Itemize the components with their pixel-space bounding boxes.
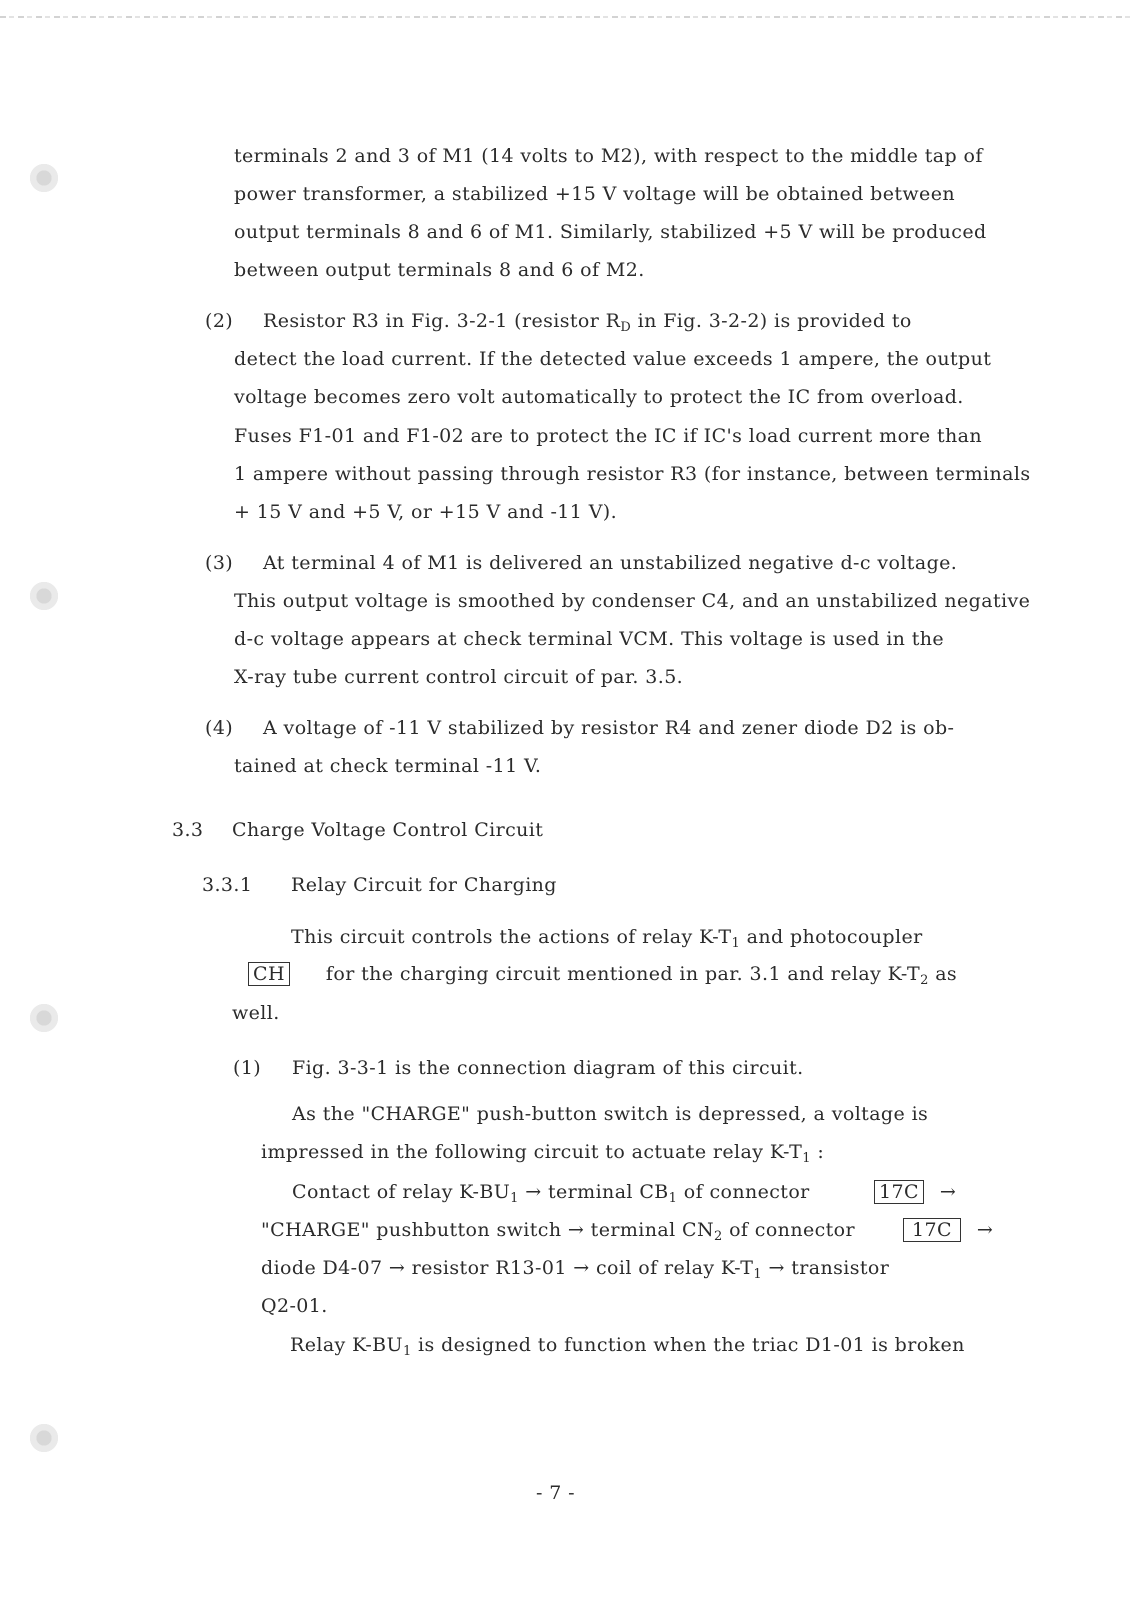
body-line (261, 1140, 824, 1164)
body-line: output terminals 8 and 6 of M1. Similarly, stabilized +5 V will be produced (234, 221, 987, 243)
text-fragment: of connector (722, 1219, 856, 1241)
body-line: terminals 2 and 3 of M1 (14 volts to M2), with respect to the middle tap of (234, 145, 983, 167)
item-number: (1) (233, 1057, 262, 1079)
body-line: power transformer, a stabilized +15 V voltage will be obtained between (234, 183, 955, 205)
item-number: (2) (205, 310, 234, 332)
text-fragment: diode D4-07 → resistor R13-01 → coil of relay K-T (261, 1257, 754, 1279)
body-line: d-c voltage appears at check terminal VCM. This voltage is used in the (234, 628, 945, 650)
text-fragment: in Fig. 3-2-2) is provided to (631, 310, 912, 332)
body-line: detect the load current. If the detected value exceeds 1 ampere, the output (234, 348, 992, 370)
subscript: 1 (402, 1344, 412, 1359)
punch-hole-3 (26, 1000, 62, 1036)
text-fragment: is designed to function when the triac D1-01 is broken (411, 1334, 965, 1356)
subscript: 1 (668, 1191, 678, 1206)
body-line (263, 309, 912, 333)
circuit-path-line (261, 1256, 889, 1280)
body-line (291, 925, 923, 949)
connector-label-box: 17C (874, 1180, 924, 1204)
text-fragment: → terminal CB (518, 1181, 669, 1203)
subscript: 1 (510, 1191, 519, 1206)
body-line (290, 1333, 965, 1357)
text-fragment: This circuit controls the actions of relay K-T (291, 926, 732, 948)
body-line: A voltage of -11 V stabilized by resistor R4 and zener diode D2 is ob- (263, 717, 955, 739)
text-fragment: Relay K-BU (290, 1334, 403, 1356)
section-number: 3.3 (172, 819, 204, 841)
page-number: - 7 - (536, 1482, 576, 1504)
body-line (248, 962, 957, 986)
subsection-number: 3.3.1 (202, 874, 253, 896)
body-line: X-ray tube current control circuit of par. 3.5. (234, 666, 684, 688)
section-heading: Charge Voltage Control Circuit (232, 819, 544, 841)
body-line: + 15 V and +5 V, or +15 V and -11 V). (234, 501, 618, 523)
body-line: 1 ampere without passing through resistor R3 (for instance, between terminals (234, 463, 1031, 485)
circuit-path-line (292, 1180, 810, 1204)
text-fragment: "CHARGE" pushbutton switch → terminal CN (261, 1219, 714, 1241)
subscript: 2 (713, 1229, 723, 1244)
subscript: 1 (753, 1267, 763, 1282)
punch-hole-1 (26, 160, 62, 196)
text-fragment: as (928, 963, 958, 985)
circuit-path-line (261, 1218, 855, 1242)
subsection-heading: Relay Circuit for Charging (291, 874, 557, 896)
item-number: (4) (205, 717, 234, 739)
punch-hole-4 (26, 1420, 62, 1456)
text-fragment: for the charging circuit mentioned in par. 3.1 and relay K-T (325, 963, 921, 985)
scan-top-edge (0, 16, 1132, 18)
subscript: D (620, 320, 632, 335)
body-line: Fuses F1-01 and F1-02 are to protect the IC if IC's load current more than (234, 425, 983, 447)
text-fragment: : (810, 1141, 825, 1163)
text-fragment: → transistor (762, 1257, 890, 1279)
subscript: 1 (802, 1151, 811, 1166)
body-line: well. (232, 1002, 280, 1024)
body-line: As the "CHARGE" push-button switch is depressed, a voltage is (292, 1103, 929, 1125)
body-line: between output terminals 8 and 6 of M2. (234, 259, 645, 281)
text-fragment: and photocoupler (740, 926, 923, 948)
arrow: → (939, 1181, 957, 1203)
subscript: 2 (920, 973, 929, 988)
connector-label-box: 17C (903, 1218, 961, 1242)
text-fragment: Contact of relay K-BU (292, 1181, 511, 1203)
connector-box-line (903, 1218, 993, 1242)
punch-hole-2 (26, 578, 62, 614)
body-line: At terminal 4 of M1 is delivered an unstabilized negative d-c voltage. (263, 552, 958, 574)
connector-box-line (874, 1180, 956, 1204)
text-fragment: impressed in the following circuit to actuate relay K-T (261, 1141, 803, 1163)
body-line: This output voltage is smoothed by condenser C4, and an unstabilized negative (234, 590, 1031, 612)
text-fragment: Resistor R3 in Fig. 3-2-1 (resistor R (263, 310, 621, 332)
arrow: → (976, 1219, 994, 1241)
subscript: 1 (731, 936, 741, 951)
body-line: tained at check terminal -11 V. (234, 755, 542, 777)
circuit-path-line: Q2-01. (261, 1295, 328, 1317)
body-line: voltage becomes zero volt automatically to protect the IC from overload. (234, 386, 964, 408)
photocoupler-label-box: CH (248, 962, 290, 986)
body-line: Fig. 3-3-1 is the connection diagram of this circuit. (292, 1057, 804, 1079)
text-fragment: of connector (677, 1181, 810, 1203)
item-number: (3) (205, 552, 234, 574)
